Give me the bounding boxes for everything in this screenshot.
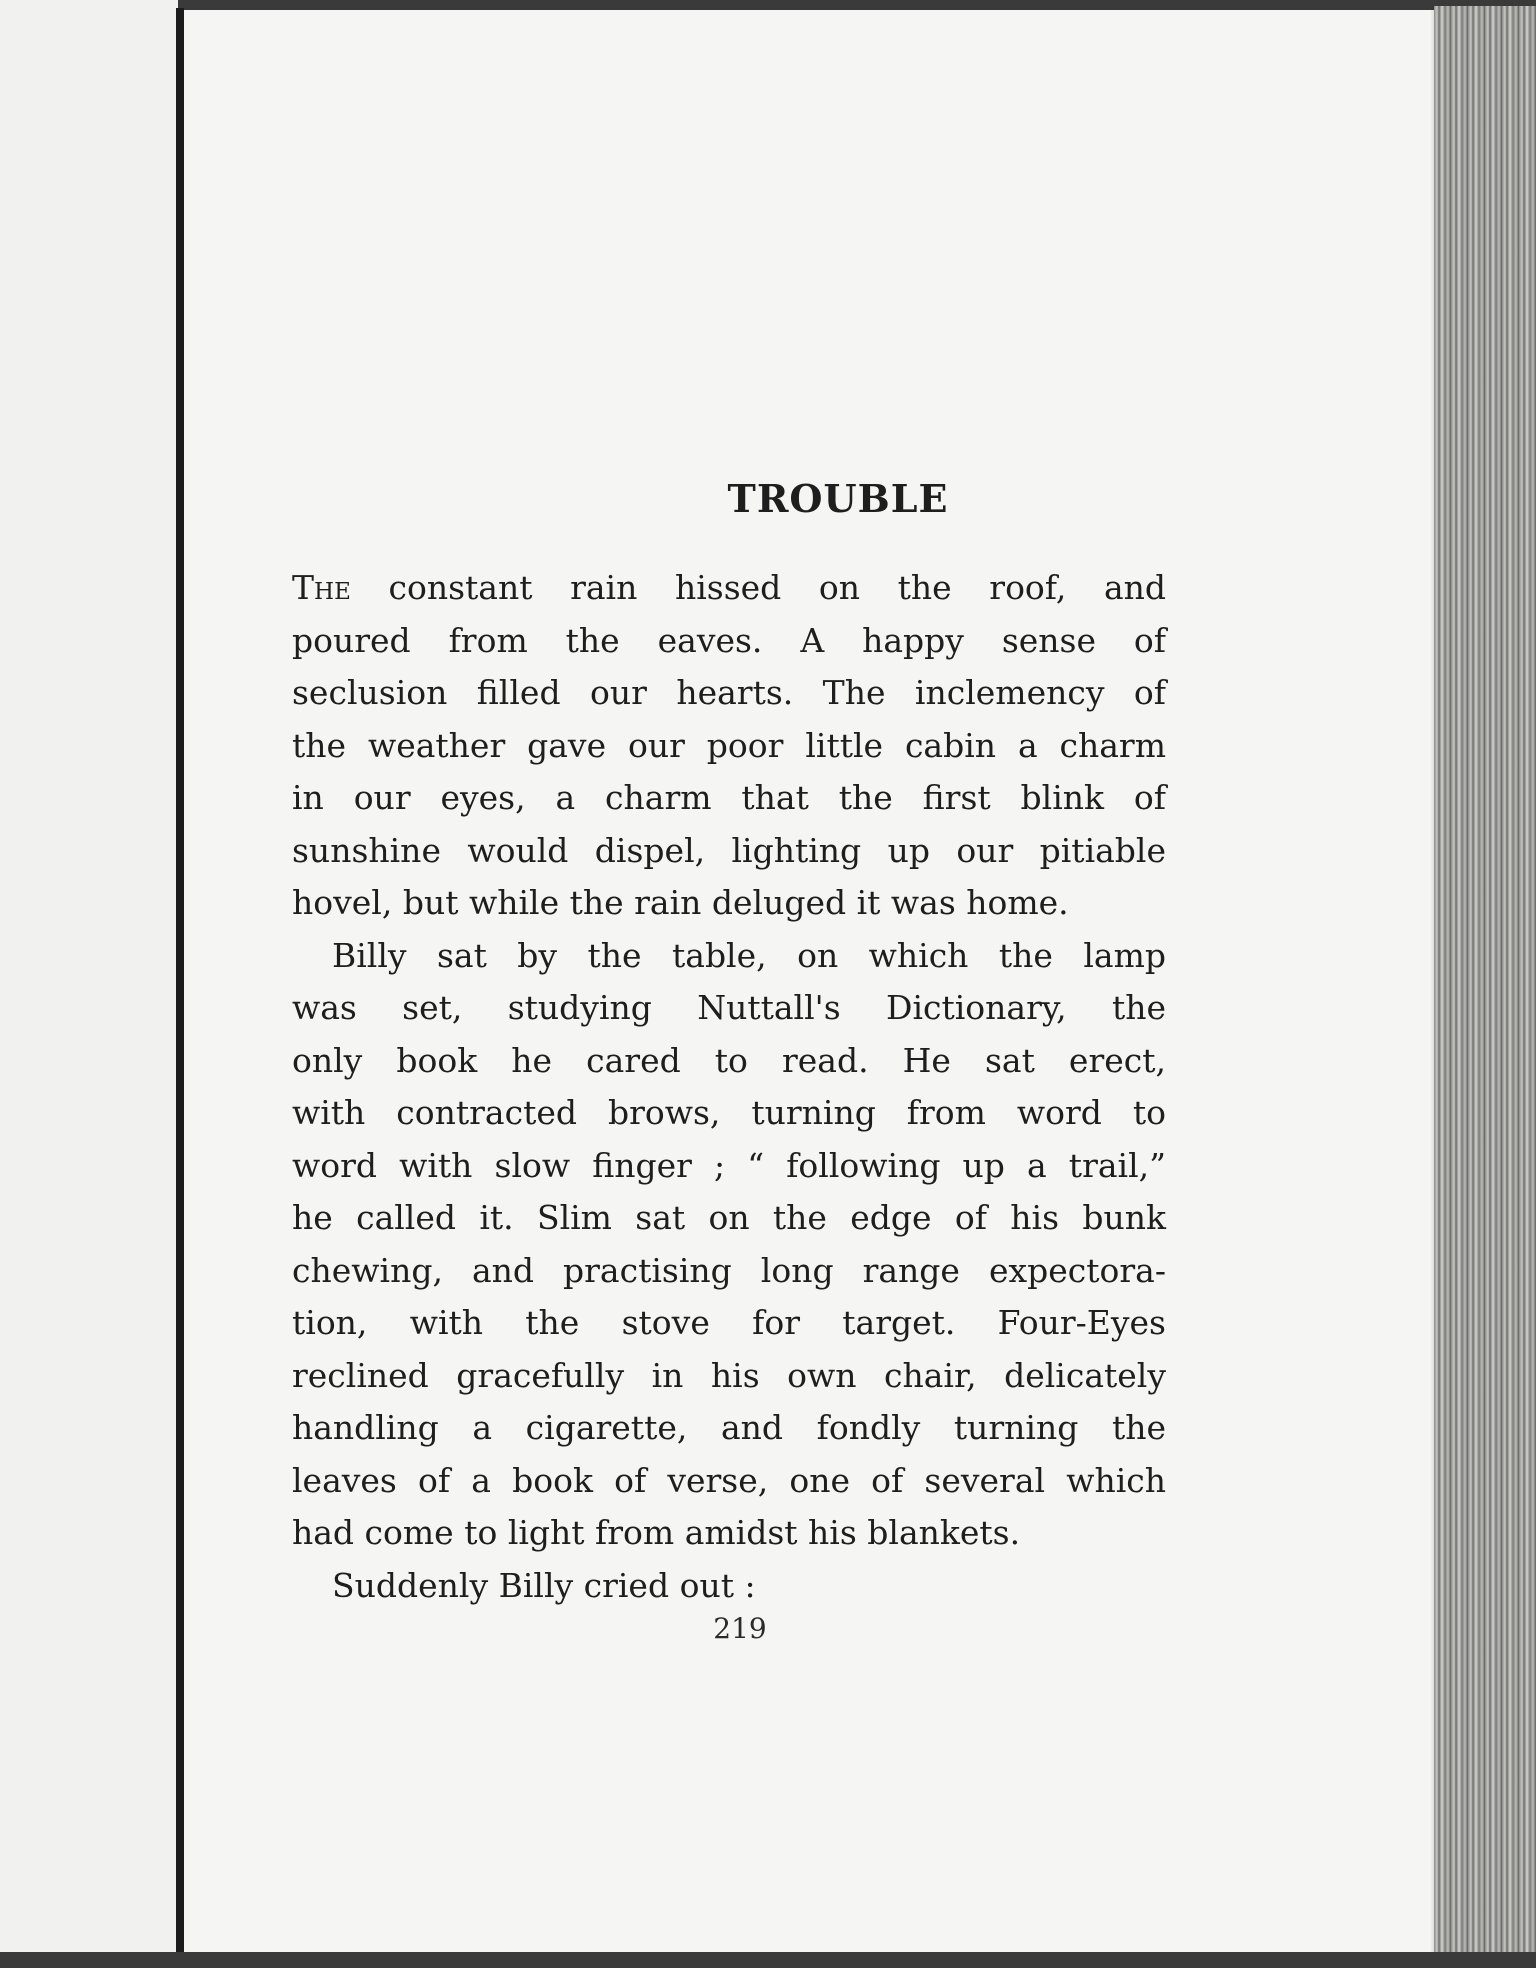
- drop-word: The: [292, 568, 351, 607]
- text-line: Billy sat by the table, on which the lamp: [332, 935, 1166, 975]
- text-line: word with slow finger ; “ following up a trail,”: [292, 1145, 1166, 1185]
- text-line: poured from the eaves. A happy sense of: [292, 620, 1166, 660]
- text-line: he called it. Slim sat on the edge of his bunk: [292, 1198, 1166, 1237]
- scan-top-border: [0, 0, 1536, 10]
- text-line: in our eyes, a charm that the first blink of: [292, 778, 1166, 817]
- left-facing-page: [0, 0, 178, 1968]
- text-line: seclusion filled our hearts. The inclemency of: [292, 673, 1166, 712]
- text-line: only book he cared to read. He sat erect,: [292, 1040, 1166, 1080]
- text-line: chewing, and practising long range expectora-: [292, 1250, 1166, 1290]
- text-line: with contracted brows, turning from word to: [292, 1093, 1166, 1132]
- text-line: handling a cigarette, and fondly turning the: [292, 1408, 1166, 1447]
- text-line: had come to light from amidst his blankets.: [292, 1513, 1021, 1552]
- text-line-rest: constant rain hissed on the roof, and: [350, 568, 1166, 607]
- page-number: 219: [713, 1612, 767, 1645]
- text-line: reclined gracefully in his own chair, delicately: [292, 1355, 1166, 1395]
- text-line: hovel, but while the rain deluged it was home.: [292, 883, 1069, 922]
- text-line: the weather gave our poor little cabin a charm: [292, 725, 1166, 765]
- text-line: leaves of a book of verse, one of several which: [292, 1460, 1166, 1500]
- chapter-title: TROUBLE: [727, 476, 949, 521]
- text-line: Suddenly Billy cried out :: [332, 1565, 756, 1605]
- text-line: sunshine would dispel, lighting up our pitiable: [292, 830, 1166, 870]
- book-fore-edge: [1434, 6, 1536, 1968]
- text-line: was set, studying Nuttall's Dictionary, the: [292, 988, 1166, 1027]
- body-text: [292, 562, 1166, 1612]
- text-line: [292, 562, 1166, 615]
- scan-bottom-border: [0, 1952, 1536, 1968]
- book-spine: [176, 8, 184, 1960]
- text-line: tion, with the stove for target. Four-Eyes: [292, 1303, 1166, 1342]
